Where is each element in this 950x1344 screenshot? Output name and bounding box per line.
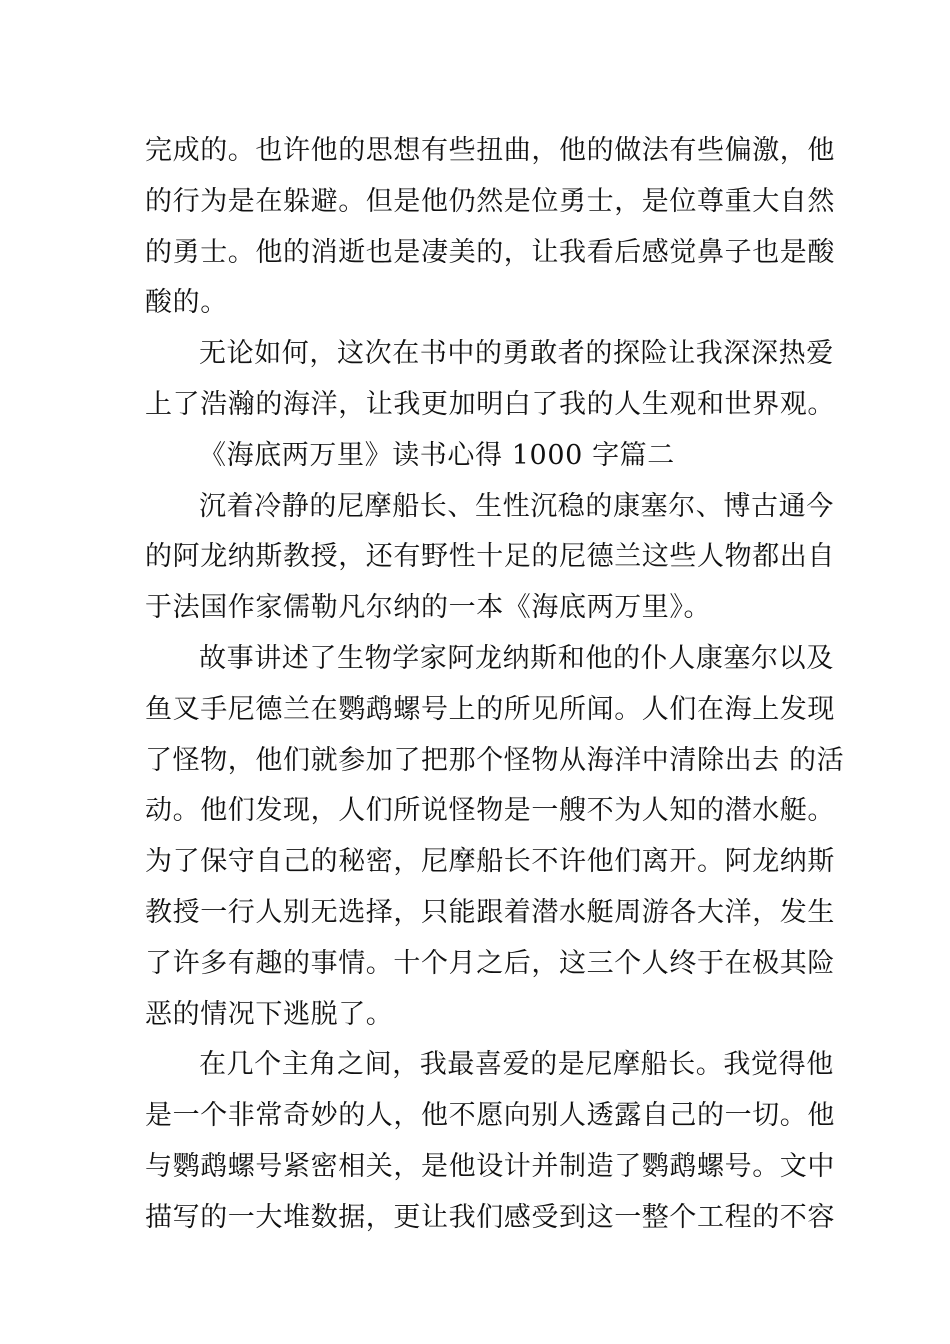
paragraph-conclusion <box>145 329 835 431</box>
text-line: 为了保守自己的秘密，尼摩船长不许他们离开。阿龙纳斯 <box>145 846 835 878</box>
text-line: 是一个非常奇妙的人，他不愿向别人透露自己的一切。他 <box>145 1100 835 1132</box>
text-line: 的行为是在躲避。但是他仍然是位勇士，是位尊重大自然 <box>145 185 835 217</box>
paragraph-captain <box>145 1040 835 1243</box>
text-line: 了许多有趣的事情。十个月之后，这三个人终于在极其险 <box>145 947 835 979</box>
paragraph-characters <box>145 482 835 634</box>
text-line: 与鹦鹉螺号紧密相关，是他设计并制造了鹦鹉螺号。文中 <box>145 1150 835 1182</box>
body-text <box>145 126 845 1244</box>
text-line: 在几个主角之间，我最喜爱的是尼摩船长。我觉得他 <box>199 1049 834 1081</box>
text-line: 沉着冷静的尼摩船长、生性沉稳的康塞尔、博古通今 <box>199 490 834 522</box>
text-line: 恶的情况下逃脱了。 <box>145 998 394 1030</box>
text-line: 于法国作家儒勒凡尔纳的一本《海底两万里》。 <box>145 592 712 624</box>
text-line: 鱼叉手尼德兰在鹦鹉螺号上的所见所闻。人们在海上发现 <box>145 693 835 725</box>
text-line: 了怪物，他们就参加了把那个怪物从海洋中清除出去 的活 <box>145 744 845 776</box>
text-line: 的勇士。他的消逝也是凄美的，让我看后感觉鼻子也是酸 <box>145 236 835 268</box>
text-line: 无论如何，这次在书中的勇敢者的探险让我深深热爱 <box>199 338 834 370</box>
text-line: 动。他们发现，人们所说怪物是一艘不为人知的潜水艇。 <box>145 795 835 827</box>
text-line: 教授一行人别无选择，只能跟着潜水艇周游各大洋，发生 <box>145 896 835 928</box>
text-line: 描写的一大堆数据，更让我们感受到这一整个工程的不容 <box>145 1201 835 1233</box>
text-line: 的阿龙纳斯教授，还有野性十足的尼德兰这些人物都出自 <box>145 541 835 573</box>
text-line: 上了浩瀚的海洋，让我更加明白了我的人生观和世界观。 <box>145 388 835 420</box>
text-line: 故事讲述了生物学家阿龙纳斯和他的仆人康塞尔以及 <box>199 642 834 674</box>
heading-line: 《海底两万里》读书心得 1000 字篇二 <box>199 439 675 471</box>
section-heading <box>145 431 810 482</box>
text-line: 完成的。也许他的思想有些扭曲，他的做法有些偏激，他 <box>145 135 835 166</box>
text-line: 酸的。 <box>145 287 228 319</box>
paragraph-continuation <box>145 126 835 329</box>
paragraph-story <box>145 634 845 1040</box>
